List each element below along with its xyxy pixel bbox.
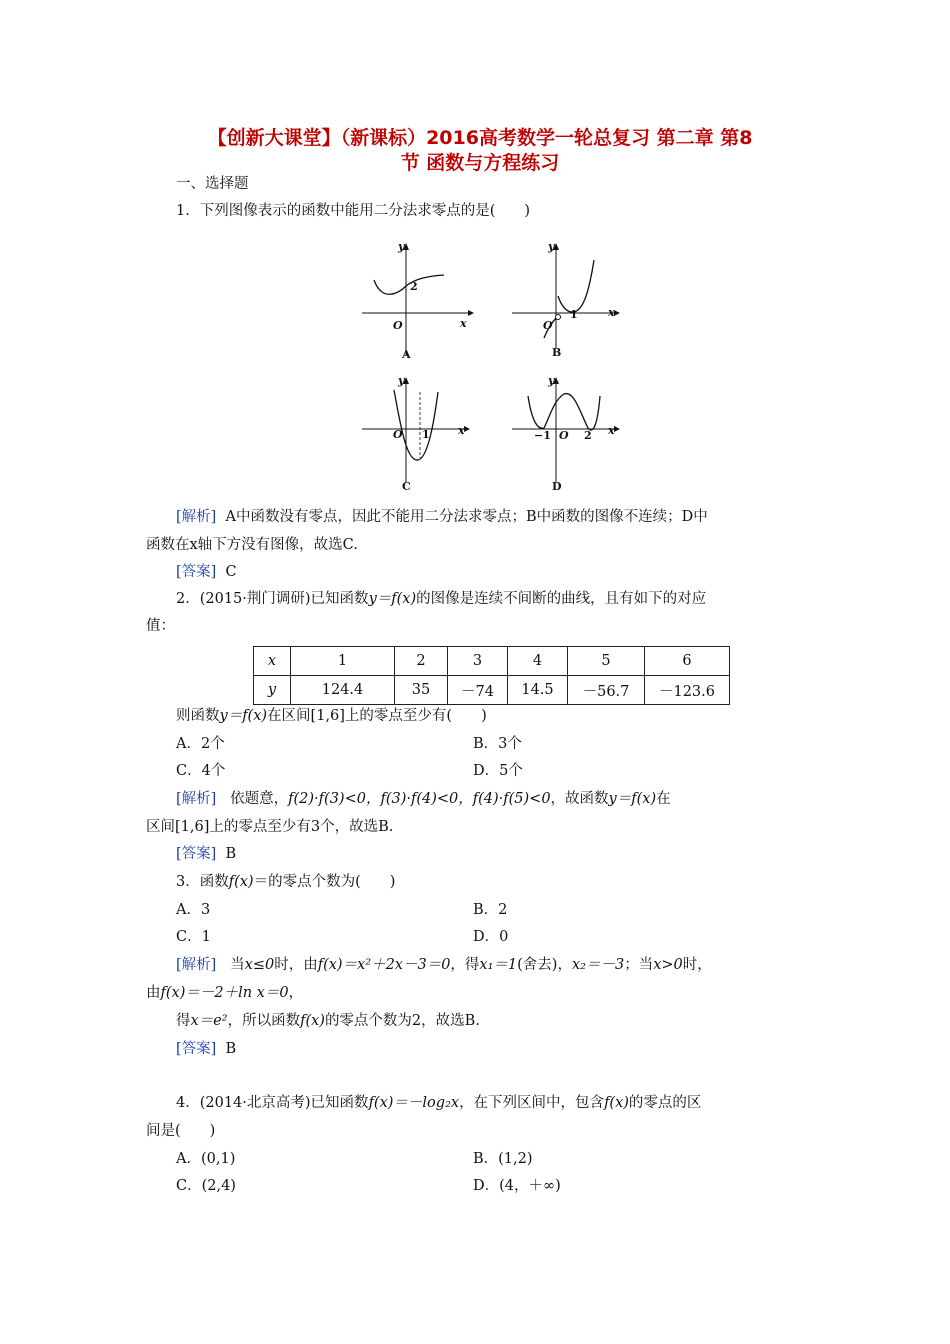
graph-d-mark-right: 2 <box>584 429 592 442</box>
q1-answer-tag: [答案] <box>176 564 217 580</box>
q4-stem-func2: f(x) <box>604 1095 629 1111</box>
graph-d-origin: O <box>559 429 569 442</box>
q3-l2-text-c: ， <box>288 985 304 1001</box>
q3-text-g: (舍去)， <box>517 957 572 973</box>
q3-math-j: x>0 <box>653 957 683 973</box>
graph-b-x-arrow <box>614 310 620 316</box>
q1-analysis-line2: 函数在x轴下方没有图像，故选C. <box>146 537 358 553</box>
q2-option-d: D．5个 <box>473 763 523 779</box>
q3-answer <box>176 1039 236 1059</box>
table-cell: 124.4 <box>291 676 395 705</box>
graph-a-x-label: x <box>460 317 467 330</box>
q3-analysis-line3 <box>176 1011 480 1031</box>
q3-math-b: x≤0 <box>244 957 275 973</box>
q1-answer <box>176 562 237 582</box>
q4-option-d: D．(4，＋∞) <box>473 1178 561 1194</box>
q3-option-b: B．2 <box>473 902 508 918</box>
graph-b-label: B <box>552 346 562 359</box>
graph-c-x-arrow <box>464 426 470 432</box>
q4-stem-text: 4．(2014·北京高考)已知函数 <box>176 1095 369 1111</box>
q3-option-a: A．3 <box>176 902 211 918</box>
q3-option-c: C．1 <box>176 929 211 945</box>
graph-a-label: A <box>402 348 411 361</box>
q3-text-k: 时， <box>682 957 712 973</box>
table-cell: 35 <box>395 676 448 705</box>
q2-analysis-text: 依题意， <box>230 791 289 807</box>
q2-analysis-tag: [解析] <box>176 791 217 807</box>
table-row-y <box>254 676 730 705</box>
graph-a-curve <box>374 275 444 294</box>
q3-stem-text2: ＝的零点个数为( ) <box>253 874 396 890</box>
graph-c-curve <box>394 390 438 460</box>
q4-stem-func: f(x)＝－log₂x <box>368 1095 460 1111</box>
q1-analysis-line1 <box>176 507 708 527</box>
graph-d <box>510 372 630 497</box>
graph-c-mark: 1 <box>422 428 430 441</box>
graph-a <box>360 238 480 363</box>
q2-analysis-math: f(2)·f(3)<0，f(3)·f(4)<0，f(4)·f(5)<0 <box>288 791 551 807</box>
q3-l3-text-c: ，所以函数 <box>227 1013 301 1029</box>
table-cell: －74 <box>448 676 508 705</box>
q4-option-b: B．(1,2) <box>473 1151 533 1167</box>
q2-option-c: C．4个 <box>176 763 226 779</box>
q4-stem-line2: 间是( ) <box>146 1123 216 1139</box>
q3-analysis-tag: [解析] <box>176 957 217 973</box>
graph-a-mark: 2 <box>410 280 418 293</box>
graph-d-y-label: y <box>548 374 555 387</box>
q2-answer-value: B <box>225 846 237 862</box>
q3-answer-tag: [答案] <box>176 1041 217 1057</box>
q2-stem-text: 2．(2015·荆门调研)已知函数 <box>176 591 369 607</box>
table-cell: －56.7 <box>568 676 645 705</box>
q3-math-h: x₂＝－3 <box>571 957 625 973</box>
page-title-line2: 节 函数与方程练习 <box>400 152 560 174</box>
graph-b-open-point <box>556 315 561 320</box>
q2-analysis-line1 <box>176 789 671 809</box>
table-cell: 4 <box>508 647 568 676</box>
graph-b <box>510 238 630 363</box>
q3-stem <box>176 872 395 892</box>
q3-l3-text-e: 的零点个数为2，故选B. <box>324 1013 480 1029</box>
table-cell: 1 <box>291 647 395 676</box>
q3-stem-func: f(x) <box>228 874 254 890</box>
graph-c-origin: O <box>393 428 403 441</box>
q2-analysis-text3: 在 <box>656 791 671 807</box>
q2-stem-line2: 值： <box>146 618 175 634</box>
q3-text-e: ，得 <box>450 957 480 973</box>
table-cell: 14.5 <box>508 676 568 705</box>
q2-analysis-line2: 区间[1,6]上的零点至少有3个，故选B. <box>146 819 394 835</box>
graph-d-x-label: x <box>608 424 615 437</box>
graph-a-x-arrow <box>468 310 474 316</box>
q2-question-func: y＝f(x) <box>219 708 268 724</box>
q4-stem-line1 <box>176 1093 701 1113</box>
q3-text-a: 当 <box>230 957 245 973</box>
graph-b-mark: 1 <box>570 308 578 321</box>
graph-c-label: C <box>402 480 411 493</box>
graph-d-mark-left: −1 <box>534 429 551 442</box>
table-cell: 5 <box>568 647 645 676</box>
q2-value-table <box>253 646 730 705</box>
q2-option-a: A．2个 <box>176 736 225 752</box>
q2-option-b: B．3个 <box>473 736 522 752</box>
q3-l2-math: f(x)＝－2＋ln x＝0 <box>160 985 289 1001</box>
q3-l2-text-a: 由 <box>146 985 161 1001</box>
q4-option-c: C．(2,4) <box>176 1178 236 1194</box>
table-cell: －123.6 <box>645 676 730 705</box>
q2-answer-tag: [答案] <box>176 846 217 862</box>
q4-option-a: A．(0,1) <box>176 1151 236 1167</box>
q4-stem-text2: ，在下列区间中，包含 <box>459 1095 605 1111</box>
q2-question-pre: 则函数 <box>176 708 220 724</box>
graph-a-y-label: y <box>398 240 405 253</box>
q3-l3-math-d: f(x) <box>300 1013 325 1029</box>
q1-answer-value: C <box>225 564 237 580</box>
graph-d-x-arrow <box>614 426 620 432</box>
q3-analysis-line2 <box>146 983 303 1003</box>
graph-c <box>360 372 480 497</box>
table-row-x <box>254 647 730 676</box>
q3-math-f: x₁＝1 <box>479 957 518 973</box>
q4-stem-text3: 的零点的区 <box>628 1095 702 1111</box>
graph-b-y-label: y <box>548 240 555 253</box>
table-cell: 6 <box>645 647 730 676</box>
section-heading: 一、选择题 <box>176 176 249 192</box>
graph-c-y-label: y <box>398 374 405 387</box>
q1-stem: 1．下列图像表示的函数中能用二分法求零点的是( ) <box>176 203 531 219</box>
q3-analysis-line1 <box>176 955 712 975</box>
q1-analysis-tag: [解析] <box>176 509 217 525</box>
graph-d-label: D <box>552 480 562 493</box>
q2-answer <box>176 844 236 864</box>
q3-math-d: f(x)＝x²＋2x－3＝0 <box>317 957 451 973</box>
q3-text-c: 时，由 <box>274 957 318 973</box>
page-title: 【创新大课堂】（新课标）2016高考数学一轮总复习 第二章 第8 <box>207 127 753 149</box>
q2-question-post: 在区间[1,6]上的零点至少有( ) <box>267 708 487 724</box>
q2-analysis-func: y＝f(x) <box>608 791 657 807</box>
q2-stem-text-end: 的图像是连续不间断的曲线，且有如下的对应 <box>416 591 707 607</box>
q2-stem-func: y＝f(x) <box>368 591 417 607</box>
graph-a-origin: O <box>393 319 403 332</box>
q2-stem-line1 <box>176 589 706 609</box>
graph-b-x-label: x <box>608 306 615 319</box>
q3-option-d: D．0 <box>473 929 509 945</box>
table-cell-y-label: y <box>254 676 291 705</box>
q3-l3-math-b: x＝e² <box>190 1013 228 1029</box>
graph-c-x-label: x <box>458 424 465 437</box>
graph-d-curve <box>528 394 600 431</box>
graph-b-origin: O <box>543 319 553 332</box>
q2-question <box>176 706 487 726</box>
q3-answer-value: B <box>225 1041 237 1057</box>
table-cell: 2 <box>395 647 448 676</box>
q2-analysis-text2: ，故函数 <box>550 791 609 807</box>
q3-stem-text: 3．函数 <box>176 874 229 890</box>
table-cell-x-label: x <box>254 647 291 676</box>
q3-text-i: ；当 <box>624 957 654 973</box>
q3-l3-text-a: 得 <box>176 1013 191 1029</box>
table-cell: 3 <box>448 647 508 676</box>
graph-b-right-branch <box>558 260 594 312</box>
q1-analysis-text: A中函数没有零点，因此不能用二分法求零点；B中函数的图像不连续；D中 <box>225 509 708 525</box>
